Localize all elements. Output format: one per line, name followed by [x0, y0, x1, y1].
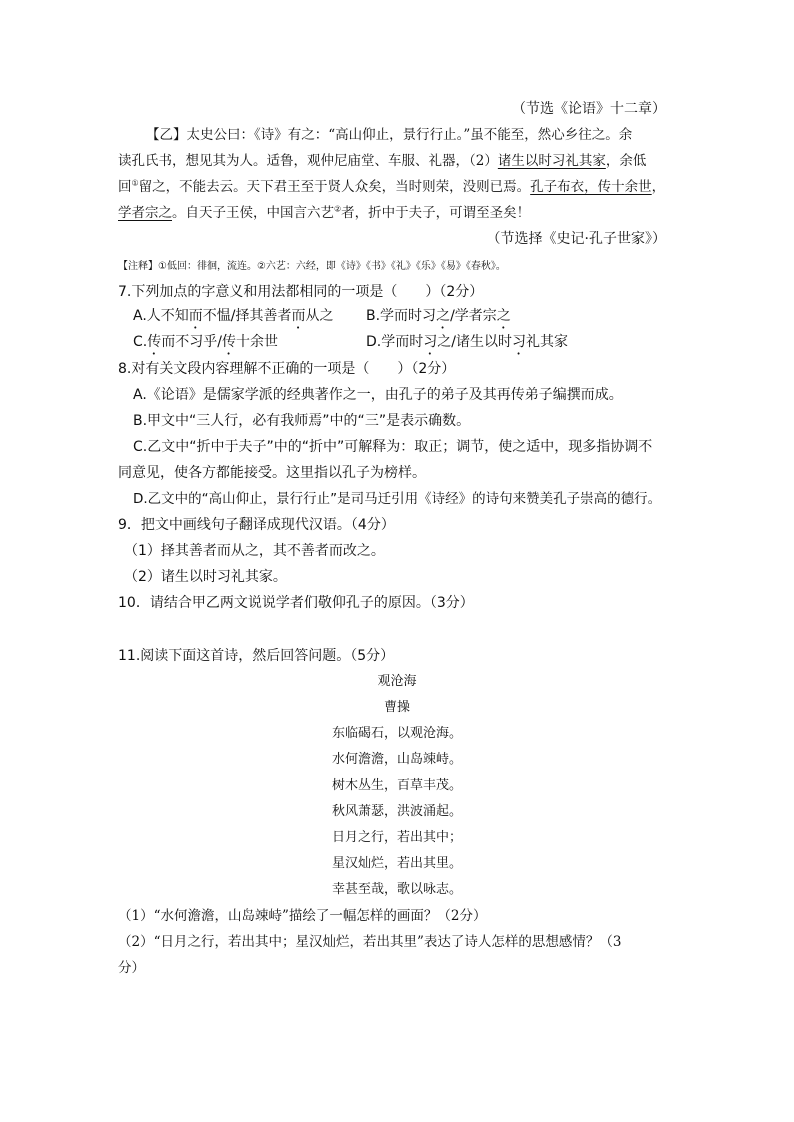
poem-line: 星汉灿烂，若出其里。 — [331, 856, 462, 871]
question-8-option-b: B.甲文中“三人行，必有我师焉”中的“三”是表示确数。 — [133, 413, 471, 429]
underlined-phrase: 孔子布衣，传十余世 — [530, 179, 652, 195]
question-7-option-d: D.学而时习之/诸生以时习礼其家 — [366, 334, 568, 350]
poem-line: 水何澹澹，山岛竦峙。 — [331, 752, 462, 767]
question-11-sub-2-continued: 分） — [118, 960, 145, 976]
underlined-sentence-2: 诸生以时习礼其家 — [497, 153, 606, 169]
question-8-option-c: C.乙文中“折中于夫子”中的“折中”可解释为：取正；调节，使之适中，现多指协调不 — [133, 439, 653, 455]
underlined-phrase-2: 学者宗之 — [118, 205, 172, 221]
footnote-marker-1: ① — [131, 178, 139, 188]
question-7-option-b: B.学而时习之/学者宗之 — [366, 308, 511, 324]
question-9-sentence-2: （2）诸生以时习礼其家。 — [124, 569, 287, 585]
passage-b-line-4: 学者宗之。自天子王侯，中国言六艺②者，折中于夫子，可谓至圣矣！ — [118, 204, 531, 221]
poem-line: 东临碣石，以观沧海。 — [331, 726, 462, 741]
question-9-stem: 9．把文中画线句子翻译成现代汉语。（4分） — [118, 517, 395, 533]
passage-b-line-3: 回①留之，不能去云。天下君王至于贤人众矣，当时则荣，没则已焉。孔子布衣，传十余世， — [118, 178, 666, 195]
question-7-option-c: C.传而不习乎/传十余世 — [133, 334, 278, 350]
passage-b-line-1: 【乙】太史公曰：《诗》有之：“高山仰止，景行行止。”虽不能至，然心乡往之。余 — [146, 127, 633, 143]
question-9-sentence-1: （1）择其善者而从之，其不善者而改之。 — [124, 543, 385, 559]
source-citation-shiji: （节选择《史记·孔子世家》） — [486, 231, 666, 247]
question-8-option-c-continued: 同意见，使各方都能接受。这里指以孔子为榜样。 — [118, 465, 426, 481]
poem-line: 日月之行，若出其中； — [331, 830, 462, 845]
poem-author: 曹操 — [383, 700, 410, 715]
annotation-note: 【注释】①低回：徘徊，流连。②六艺：六经，即《诗》《书》《礼》《乐》《易》《春秋》。 — [118, 261, 506, 272]
poem-line: 树木丛生，百草丰茂。 — [331, 778, 462, 793]
poem-line: 秋风萧瑟，洪波涌起。 — [331, 804, 462, 819]
question-8-stem: 8.对有关文段内容理解不正确的一项是（ ）（2分） — [118, 361, 456, 377]
question-8-option-a: A.《论语》是儒家学派的经典著作之一，由孔子的弟子及其再传弟子编撰而成。 — [133, 387, 623, 403]
question-8-option-d: D.乙文中的“高山仰止，景行行止”是司马迁引用《诗经》的诗句来赞美孔子崇高的德行。 — [133, 491, 662, 507]
question-10: 10．请结合甲乙两文说说学者们敬仰孔子的原因。（3分） — [118, 595, 474, 611]
question-11-sub-2: （2）“日月之行，若出其中；星汉灿烂，若出其里”表达了诗人怎样的思想感情？（3 — [118, 934, 622, 950]
poem-title: 观沧海 — [377, 674, 417, 689]
question-7-option-a: A.人不知而不愠/择其善者而从之 — [133, 308, 334, 324]
footnote-marker-2: ② — [334, 204, 342, 214]
question-7-stem: 7.下列加点的字意义和用法都相同的一项是（ ）（2分） — [118, 284, 484, 300]
question-11-sub-1: （1）“水何澹澹，山岛竦峙”描绘了一幅怎样的画面？（2分） — [118, 908, 487, 924]
passage-b-line-2: 读孔氏书，想见其为人。适鲁，观仲尼庙堂、车服、礼器，（2）诸生以时习礼其家，余低 — [118, 153, 647, 169]
question-11-stem: 11.阅读下面这首诗，然后回答问题。（5分） — [118, 648, 395, 664]
poem-line: 幸甚至哉，歌以咏志。 — [331, 882, 462, 897]
source-citation-lunyu: （节选《论语》十二章） — [512, 101, 666, 117]
